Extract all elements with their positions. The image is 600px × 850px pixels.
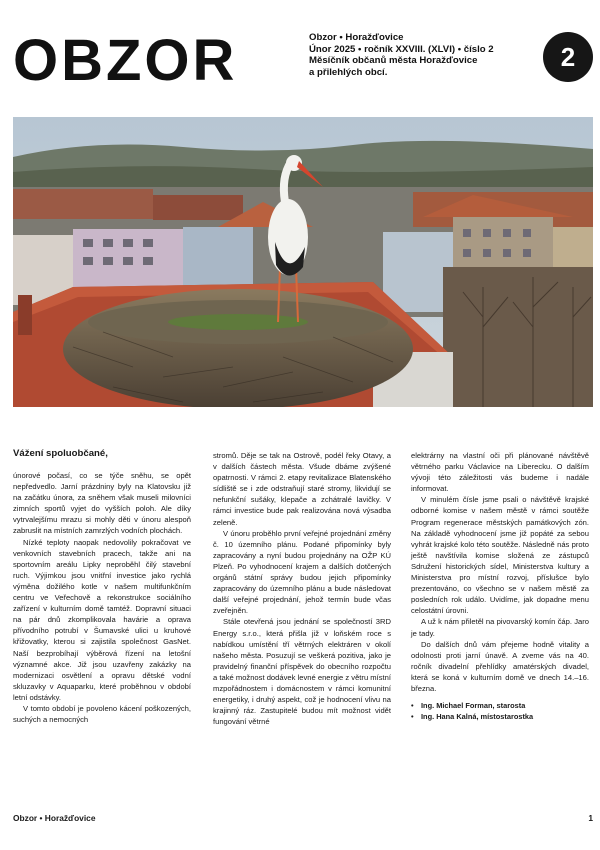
footer-publication: Obzor • Horažďovice	[13, 813, 96, 823]
meta-line-description: Měsíčník občanů města Horažďovice	[309, 55, 478, 67]
page-number: 1	[588, 813, 593, 823]
meta-line-description-cont: a přilehlých obcí.	[309, 66, 388, 78]
page-footer	[13, 813, 593, 827]
salutation: Vážení spoluobčané,	[13, 448, 108, 459]
signatures	[411, 700, 589, 722]
article-column-2	[213, 450, 391, 727]
paragraph: V minulém čísle jsme psali o návštěvě krajské odborné komise v našem městě v rámci soutěže Program regenerace městských památkových zón. Na základě vyhodnocení jsme již popáté za sebou vyhrát krajské kolo této soutěže. Následně nás proto ještě navštívila komise složená ze zástupců Sdružení historických sídel, Ministerstva kultury a Ministerstva pro místní rozvoj, příslušce bylo prezentováno, co všechno se v našem městě za posledních rok událo. Uvidíme, jak dopadne menu celostátní úrovni.	[411, 495, 589, 616]
newspaper-logo: OBZOR	[13, 28, 238, 93]
issue-meta	[309, 32, 529, 78]
paragraph: elektrárny na vlastní oči při plánované návštěvě větrného parku Václavice na Liberecku. O dalším vývoji této záležitosti vás budeme i nadále informovat.	[411, 451, 589, 494]
article-column-3	[411, 450, 589, 722]
paragraph: V únoru proběhlo první veřejné projednání změny č. 10 územního plánu. Podané připomínky byly zapracovány a nyní budou projednány na OŽP KÚ Plzeň. Po vyhodnocení krajem a dalších dotčených orgánů státní správy budou jejich připomínky zapracovány do územního plánu a bude následovat další veřejné projednání, jehož termín bude včas zveřejněn.	[213, 528, 391, 616]
paragraph: A už k nám přiletěl na pivovarský komín čáp. Jaro je tady.	[411, 617, 589, 638]
article-column-1	[13, 470, 191, 725]
masthead	[13, 28, 593, 98]
stork-on-nest-photo	[13, 117, 593, 407]
paragraph: stromů. Děje se tak na Ostrově, podél řeky Otavy, a v dalších částech města. Všude dbáme zvýšené opatrnosti. V rámci 2. etapy revitalizace Blatenského sídliště se i zde odstraňují staré stromy, likvidují se nefunkční sušáky, klepače a zchátralé lavičky. V rámci investice bude pak realizována nová výsadba zeleně.	[213, 451, 391, 527]
paragraph: únorové počasí, co se týče sněhu, se opět nepředvedlo. Jarní prázdniny byly na Klatovsku již na začátku února, za sněhem však museli milovníci zimních sportů vyjet do vyšších poloh. Ale díky vytrvalejšímu mrazu si mohly děti v únoru alespoň zabruslit na místních zamrzlých vodních plochách.	[13, 471, 191, 536]
meta-line-publication: Obzor • Horažďovice	[309, 32, 404, 43]
paragraph: Nízké teploty naopak nedovolily pokračovat ve venkovních stavebních pracech, takže ani na sportovním areálu Lipky neproběhl čilý stavební ruch. Výjimkou jsou vnitřní investice jako rychlá výměna dožilého kotle v našem multifunkčním centru ve Veřechově a rekonstrukce sociálního zařízení v kulturním domě tamtéž. Dopravní situaci na pár dnů zkomplikovala havárie a oprava přívodního potrubí v Šumavské ulici u kruhové křižovatky, kterou si zajistila společnost GasNet. Naší bezprobíhají výběrová řízení na letošní významné akce. Již jsou uzavřeny zakázky na modernizaci osvětlení a opravu dětské vodní skluzavky v Aquaparku, které proběhnou v období letní odstávky.	[13, 537, 191, 702]
signature-deputy-mayor: • Ing. Hana Kalná, místostarostka	[411, 711, 589, 722]
paragraph: Do dalších dnů vám přejeme hodně vitality a odolnosti proti jarní únavě. A zveme vás na 40. ročník divadelní přehlídky amatérských divadel, která se koná v kulturním domě ve dnech 14.–16. března.	[411, 639, 589, 693]
meta-line-issue: Únor 2025 • ročník XXVIII. (XLVI) • číslo 2	[309, 43, 494, 55]
signature-mayor: • Ing. Michael Forman, starosta	[411, 700, 589, 711]
cover-photo-illustration	[13, 117, 593, 407]
paragraph: V tomto období je povoleno kácení poškozených, suchých a nemocných	[13, 703, 191, 725]
paragraph: Stále otevřená jsou jednání se společností 3RD Energy s.r.o., která přišla již v loňském roce s nabídkou umístění tří větrných elektráren v okolí našeho města. Posuzují se veškerá pozitiva, jako je pravidelný finanční příspěvek do obecního rozpočtu a také možnost dodávek levné energie z větru místní mzpořádnostem i domácnostem v rámci komunitní energetiky, i druhý aspekt, což je hodnocení vlivu na krajinný ráz. Zastupitelé budou mít možnost vidět fungování větrné	[213, 617, 391, 727]
issue-number-badge: 2	[543, 32, 593, 82]
